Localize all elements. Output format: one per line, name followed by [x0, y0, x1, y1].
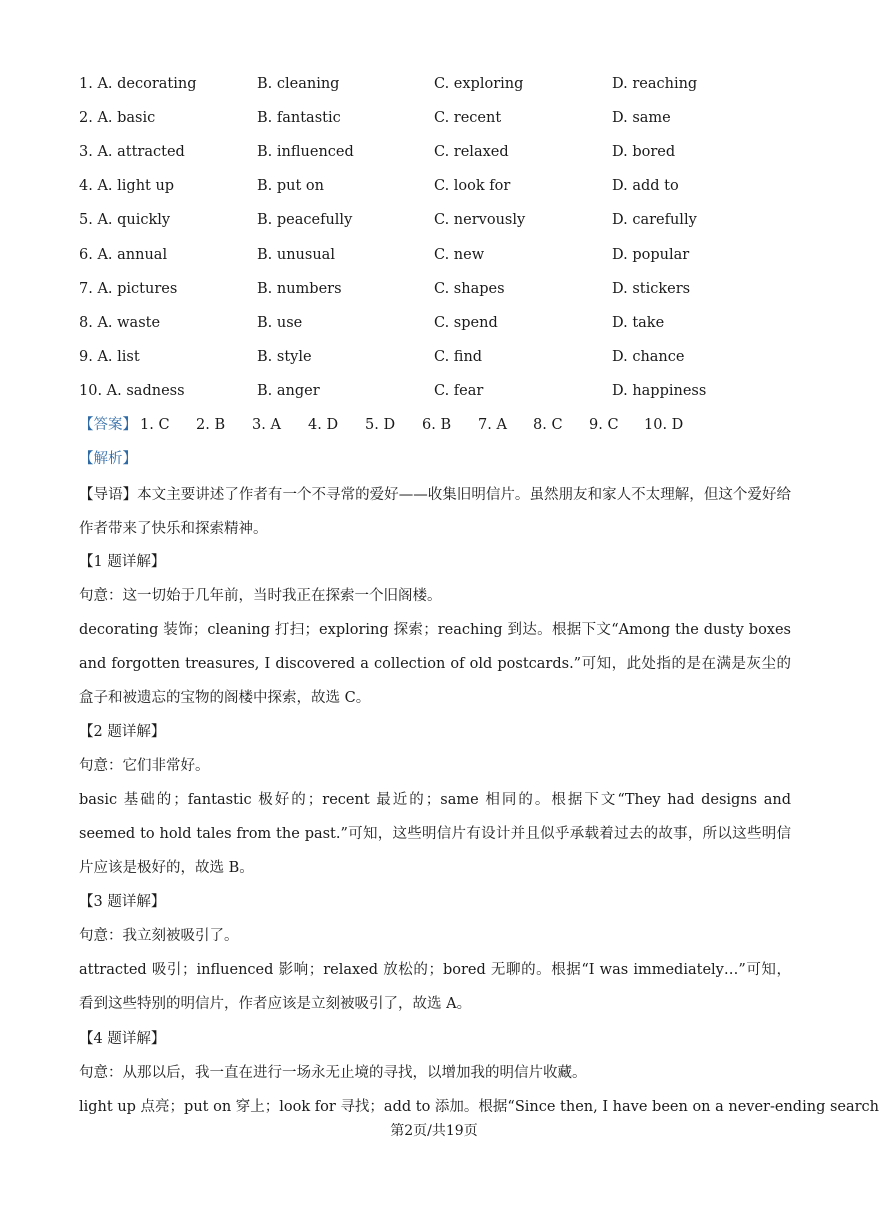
option-cell: B. peacefully	[257, 212, 353, 229]
q4-explanation: light up 点亮；put on 穿上；look for 寻找；add to 添加。根据“Since then, I have been on a never-ending search	[79, 1099, 879, 1115]
option-cell: C. fear	[434, 382, 484, 399]
option-cell: D. add to	[612, 178, 679, 195]
option-cell: 6. A. annual	[79, 246, 168, 263]
option-row	[79, 72, 799, 96]
answer-item: 3. A	[252, 417, 281, 433]
answer-item: 1. C	[140, 417, 170, 433]
option-cell: 3. A. attracted	[79, 144, 185, 161]
option-cell: C. find	[434, 348, 483, 365]
option-cell: D. popular	[612, 246, 690, 263]
option-cell: D. chance	[612, 348, 685, 365]
q1-explanation: decorating 装饰；cleaning 打扫；exploring 探索；reaching 到达。根据下文“Among the dusty boxes and forgotten treasures, I discovered a collection of old postcards.”可知，此处指的是在满是灰尘的盒子和被遗忘的宝物的阁楼中探索，故选 C。	[79, 622, 791, 706]
option-cell: D. take	[612, 314, 665, 331]
option-cell: B. anger	[257, 382, 320, 399]
option-cell: B. put on	[257, 178, 324, 195]
option-row	[79, 311, 799, 335]
option-cell: 10. A. sadness	[79, 382, 185, 399]
option-cell: B. cleaning	[257, 76, 340, 92]
answer-item: 10. D	[644, 417, 684, 433]
intro-paragraph: 【导语】本文主要讲述了作者有一个不寻常的爱好——收集旧明信片。虽然朋友和家人不太理解，但这个爱好给作者带来了快乐和探索精神。	[79, 487, 791, 537]
option-row	[79, 277, 799, 301]
option-cell: D. bored	[612, 144, 676, 161]
q2-meaning: 句意：它们非常好。	[79, 758, 210, 774]
answer-item: 8. C	[533, 417, 563, 433]
q1-heading: 【1 题详解】	[79, 554, 166, 570]
option-cell: C. exploring	[434, 76, 524, 92]
q4-heading: 【4 题详解】	[79, 1031, 166, 1047]
option-row	[79, 345, 799, 369]
q4-meaning: 句意：从那以后，我一直在进行一场永无止境的寻找，以增加我的明信片收藏。	[79, 1065, 587, 1081]
q2-heading: 【2 题详解】	[79, 724, 166, 740]
option-row	[79, 106, 799, 130]
option-cell: D. stickers	[612, 280, 691, 297]
option-cell: D. happiness	[612, 382, 707, 399]
option-cell: B. fantastic	[257, 110, 341, 127]
option-cell: B. use	[257, 314, 303, 331]
option-cell: B. unusual	[257, 246, 335, 263]
option-row	[79, 208, 799, 232]
q3-meaning: 句意：我立刻被吸引了。	[79, 928, 239, 944]
analysis-label: 【解析】	[79, 451, 137, 467]
answer-item: 4. D	[308, 417, 339, 433]
answer-line	[79, 413, 684, 437]
option-cell: D. reaching	[612, 76, 698, 92]
option-cell: 8. A. waste	[79, 314, 161, 331]
option-cell: D. same	[612, 110, 671, 127]
option-cell: B. style	[257, 348, 312, 365]
q1-meaning: 句意：这一切始于几年前，当时我正在探索一个旧阁楼。	[79, 588, 442, 604]
q3-heading: 【3 题详解】	[79, 894, 166, 910]
option-cell: C. recent	[434, 110, 502, 127]
option-cell: C. new	[434, 246, 485, 263]
page-footer: 第2页/共19页	[390, 1123, 478, 1139]
option-cell: 7. A. pictures	[79, 280, 178, 297]
option-cell: C. shapes	[434, 280, 505, 297]
option-row	[79, 140, 799, 164]
option-cell: B. numbers	[257, 280, 342, 297]
option-cell: C. look for	[434, 178, 511, 195]
answer-item: 6. B	[422, 417, 452, 433]
answer-item: 7. A	[478, 417, 507, 433]
option-row	[79, 379, 799, 403]
option-row	[79, 174, 799, 198]
answer-label: 【答案】	[79, 417, 137, 433]
option-cell: B. influenced	[257, 144, 354, 161]
option-cell: C. relaxed	[434, 144, 509, 161]
answer-item: 9. C	[589, 417, 619, 433]
option-cell: 4. A. light up	[79, 178, 175, 195]
answer-item: 2. B	[196, 417, 226, 433]
option-cell: C. spend	[434, 314, 498, 331]
option-cell: 5. A. quickly	[79, 212, 171, 229]
option-cell: D. carefully	[612, 212, 697, 229]
option-cell: 9. A. list	[79, 348, 140, 365]
option-cell: C. nervously	[434, 212, 526, 229]
option-cell: 2. A. basic	[79, 110, 156, 127]
option-cell: 1. A. decorating	[79, 76, 197, 92]
q3-explanation: attracted 吸引；influenced 影响；relaxed 放松的；bored 无聊的。根据“I was immediately…”可知，看到这些特别的明信片，作者应该是立刻被吸引了，故选 A。	[79, 962, 791, 1012]
option-row	[79, 243, 799, 267]
answer-item: 5. D	[365, 417, 396, 433]
q2-explanation: basic 基础的；fantastic 极好的；recent 最近的；same 相同的。根据下文“They had designs and seemed to hold tales from the past.”可知，这些明信片有设计并且似乎承载着过去的故事，所以这些明信片应该是极好的，故选 B。	[79, 792, 791, 876]
